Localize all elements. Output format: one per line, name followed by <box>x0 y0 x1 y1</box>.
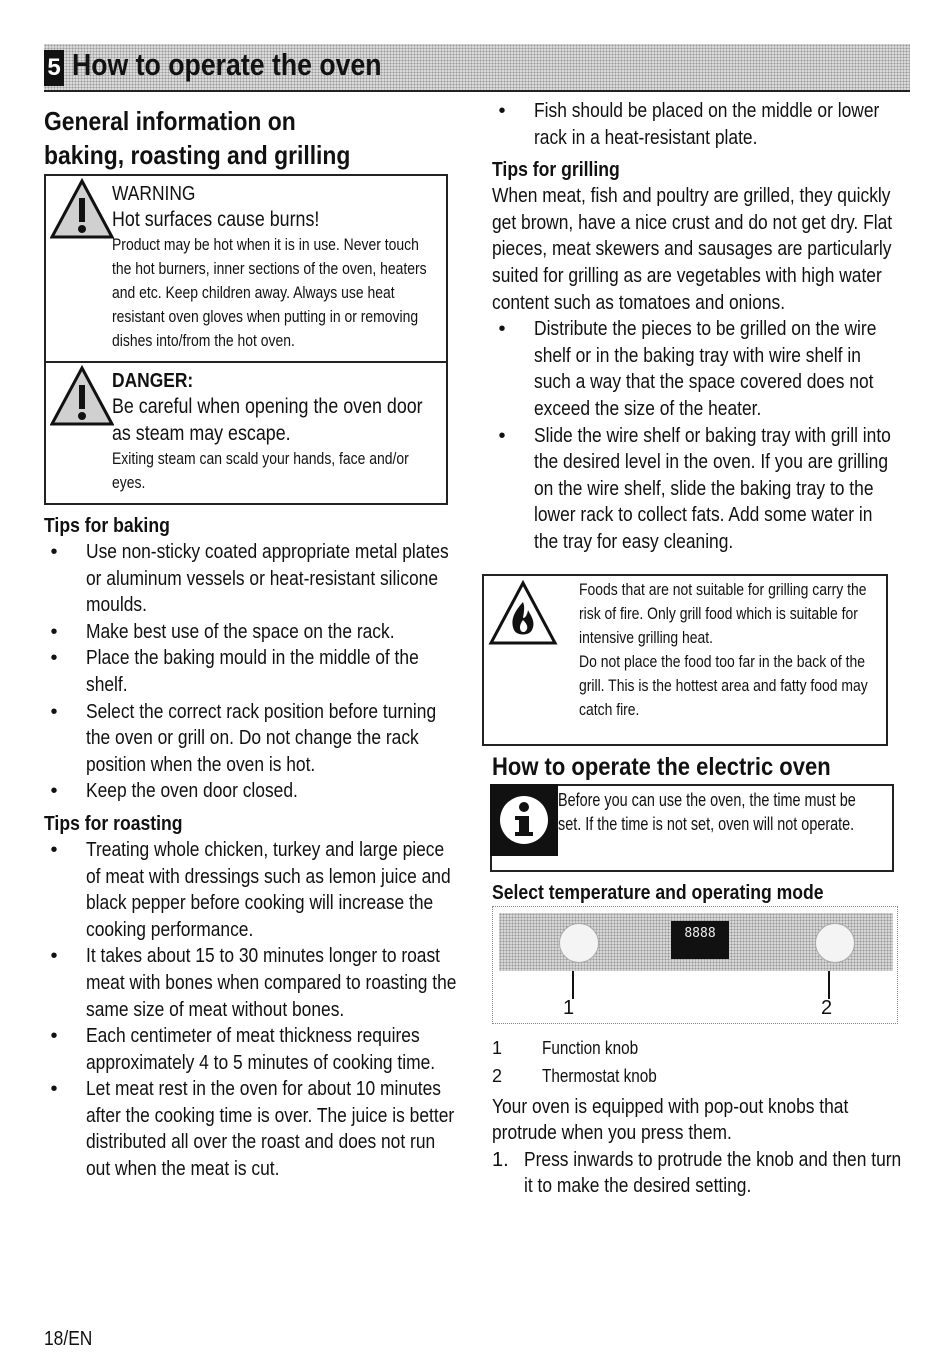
list-item: • Let meat rest in the oven for about 10 minutes after the cooking time is over. The juice is better distributed all over the roast and does not run out when the meat is cut. <box>50 1078 455 1181</box>
info-box <box>490 784 894 872</box>
callout-line-2 <box>828 971 830 999</box>
fish-list <box>492 98 904 151</box>
step-item: 1. Press inwards to protrude the knob and then turn it to make the desired setting. <box>492 1148 902 1198</box>
section-heading: General information on baking, roasting and grilling <box>44 106 351 170</box>
knobs-text: Your oven is equipped with pop-out knobs that protrude when you press them. <box>492 1095 849 1145</box>
list-item: • Slide the wire shelf or baking tray with grill into the desired level in the oven. If you are grilling on the wire shelf, slide the baking tray to the lower rack to collect fats. Add some water in the tray for easy cleaning. <box>498 424 891 553</box>
steps-list <box>492 1147 904 1200</box>
roasting-list <box>44 837 462 1183</box>
warning-detail-text: Product may be hot when it is in use. Never touch the hot burners, inner sections of the oven, heaters and etc. Keep children away. Always use heat resistant oven gloves when putting in or removing dishes into/from the hot oven. <box>112 235 427 350</box>
warning-section <box>46 176 446 361</box>
info-text: Before you can use the oven, the time must be set. If the time is not set, oven will not operate. <box>558 789 856 834</box>
chapter-header <box>44 44 910 92</box>
warning-box <box>44 174 448 505</box>
danger-main-text: Be careful when opening the oven door as steam may escape. <box>112 395 423 445</box>
danger-label: DANGER: <box>112 370 194 392</box>
fire-warning-p1: Foods that are not suitable for grilling carry the risk of fire. Only grill food which is suitable for intensive grilling heat. <box>579 579 867 647</box>
legend-row: 1 Function knob <box>492 1037 639 1058</box>
tips-roasting-title: Tips for roasting <box>44 812 183 835</box>
thermostat-knob <box>815 923 855 963</box>
chapter-number: 5 <box>44 50 64 86</box>
callout-line-1 <box>572 971 574 999</box>
callout-1: 1 <box>563 996 575 1019</box>
list-item: • Fish should be placed on the middle or lower rack in a heat-resistant plate. <box>498 100 880 149</box>
warning-main-text: Hot surfaces cause burns! <box>112 208 320 231</box>
warning-triangle-icon <box>50 178 114 240</box>
electric-oven-heading: How to operate the electric oven <box>492 752 831 781</box>
control-panel-diagram <box>492 906 898 1024</box>
list-item: • Use non-sticky coated appropriate metal plates or aluminum vessels or heat-resistant silicone moulds. <box>50 541 449 617</box>
list-item: • It takes about 15 to 30 minutes longer to roast meat with bones when compared to roasting the same size of meat without bones. <box>50 945 457 1021</box>
list-item: • Place the baking mould in the middle of the shelf. <box>50 647 419 696</box>
list-item: • Keep the oven door closed. <box>50 780 298 803</box>
callout-2: 2 <box>821 996 833 1019</box>
list-item: • Treating whole chicken, turkey and large piece of meat with dressings such as lemon juice and black pepper before cooking will increase the cooking performance. <box>50 838 451 941</box>
list-item: • Select the correct rack position before turning the oven or grill on. Do not change the rack position when the oven is hot. <box>50 700 437 776</box>
danger-section <box>46 361 446 503</box>
grilling-intro: When meat, fish and poultry are grilled, they quickly get brown, have a nice crust and do not get dry. Flat pieces, meat skewers and sausages are particularly suited for grilling as are vegetables with high water content such as tomatoes and onions. <box>492 185 893 314</box>
danger-triangle-icon <box>50 365 114 427</box>
list-item: • Each centimeter of meat thickness requires approximately 4 to 5 minutes of cooking time. <box>50 1025 436 1074</box>
grilling-list <box>492 316 904 555</box>
fire-warning-p2: Do not place the food too far in the back of the grill. This is the hottest area and fatty food may catch fire. <box>579 651 868 719</box>
danger-detail-text: Exiting steam can scald your hands, face and/or eyes. <box>112 449 409 492</box>
baking-list <box>44 539 462 805</box>
page-footer: 18/EN <box>44 1328 93 1350</box>
right-column <box>492 98 904 1200</box>
timer-display: 8888 <box>671 921 729 959</box>
fire-warning-icon <box>488 580 558 646</box>
panel-legend <box>492 1036 904 1088</box>
warning-label: WARNING <box>112 183 196 205</box>
list-item: • Make best use of the space on the rack. <box>50 620 395 643</box>
info-icon <box>490 784 558 856</box>
chapter-title: How to operate the oven <box>72 47 382 82</box>
tips-baking-title: Tips for baking <box>44 515 170 537</box>
legend-row: 2 Thermostat knob <box>492 1065 657 1086</box>
fire-warning-box <box>482 574 888 746</box>
select-temperature-title: Select temperature and operating mode <box>492 881 824 904</box>
left-column <box>44 104 462 1183</box>
list-item: • Distribute the pieces to be grilled on the wire shelf or in the baking tray with wire shelf in such a way that the space covered does not exceed the size of the heater. <box>498 318 877 420</box>
control-panel-face <box>499 913 893 971</box>
tips-grilling-title: Tips for grilling <box>492 159 620 182</box>
function-knob <box>559 923 599 963</box>
fire-warning-text <box>579 578 882 722</box>
